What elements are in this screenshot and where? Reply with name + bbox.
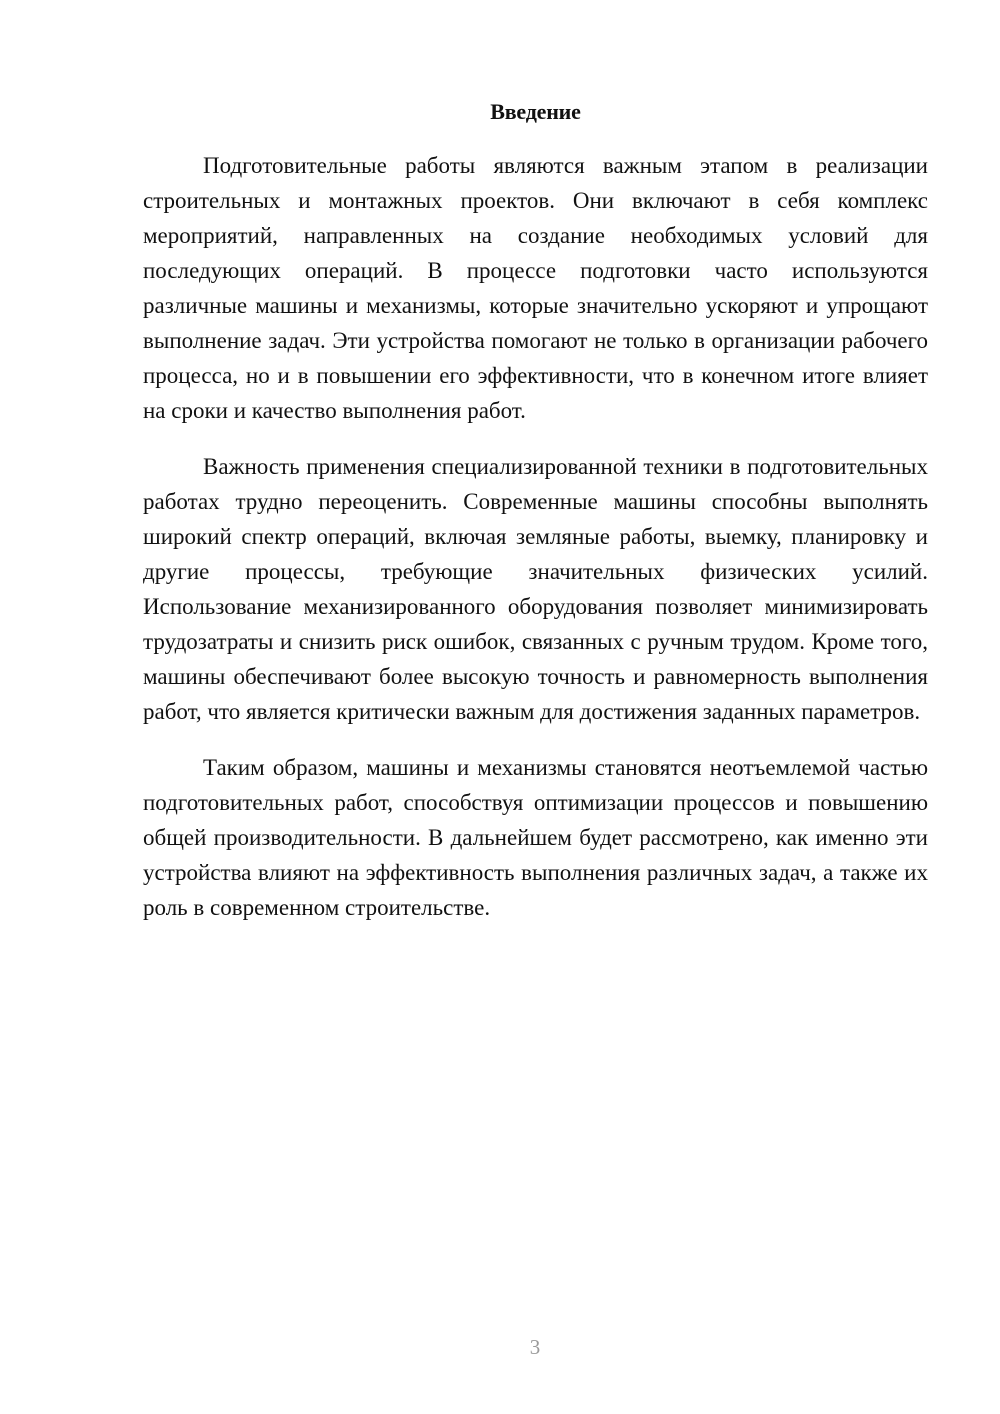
page-content [143, 98, 928, 946]
paragraph-3: Таким образом, машины и механизмы становятся неотъемлемой частью подготовительных работ, способствуя оптимизации процессов и повышению общей производительности. В дальнейшем будет рассмотрено, как именно эти устройства влияют на эффективность выполнения различных задач, а также их роль в современном строительстве. [143, 755, 928, 920]
paragraph-1: Подготовительные работы являются важным этапом в реализации строительных и монтажных проектов. Они включают в себя комплекс мероприятий, направленных на создание необходимых условий для последующих операций. В процессе подготовки часто используются различные машины и механизмы, которые значительно ускоряют и упрощают выполнение задач. Эти устройства помогают не только в организации рабочего процесса, но и в повышении его эффективности, что в конечном итоге влияет на сроки и качество выполнения работ. [143, 153, 928, 423]
section-heading: Введение [490, 99, 581, 124]
page-number: 3 [529, 1335, 541, 1359]
paragraph-2: Важность применения специализированной техники в подготовительных работах трудно переоценить. Современные машины способны выполнять широкий спектр операций, включая земляные работы, выемку, планировку и другие процессы, требующие значительных физических усилий. Использование механизированного оборудования позволяет минимизировать трудозатраты и снизить риск ошибок, связанных с ручным трудом. Кроме того, машины обеспечивают более высокую точность и равномерность выполнения работ, что является критически важным для достижения заданных параметров. [143, 454, 928, 724]
